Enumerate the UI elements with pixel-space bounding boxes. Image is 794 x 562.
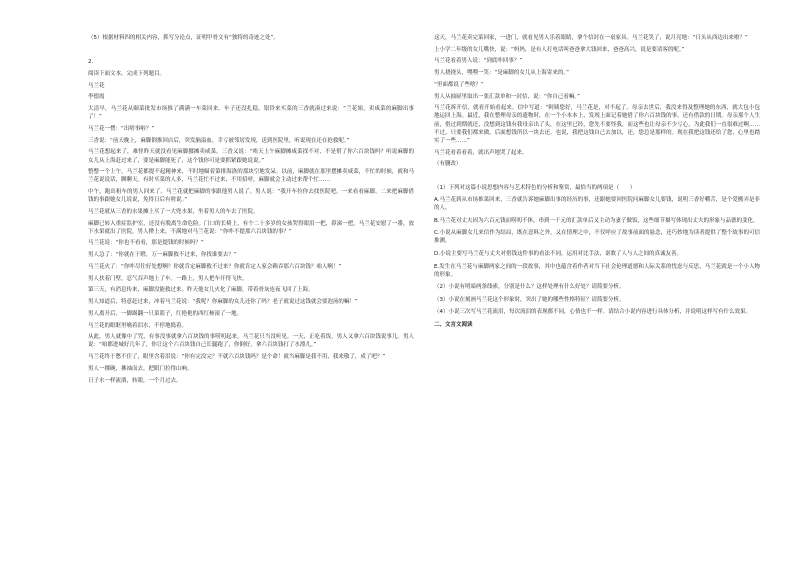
right-paragraph: （4）小说三次写马兰花流泪，每次流泪的表现都不同，心情也不一样。请结合小说内容进行具体分析，并说明这样写有什么效果。 [434,309,752,316]
left-paragraph: 整整一个上午，马兰花都提不起精神来，不时地瞄着第排海洛的那块空地发呆。以前，麻脚就在那里摆摊卖咸菜，不忙的时候，就和马兰花说说话，聊聊天。有时买菜的人多，马兰花忙不过来，不用招呼，麻脚就会主动过来帮个忙…… [88,169,414,184]
right-paragraph: 上小学二年级的女儿嘴快，说：“妈妈，是有人打电话叫爸爸拿大钱回来，爸爸高兴，说是要请客的呢。” [434,46,685,53]
left-paragraph: 李德霞 [88,94,105,101]
left-paragraph [88,47,414,55]
right-paragraph: 男人从抽屉里取出一张汇款单和一封信，说：“你自己看嘛。” [434,93,580,100]
right-paragraph: C.小说从麻脚女儿来信作为结局，既在意料之外，又在情理之中，不仅呼应了故事前面的悬念，还巧妙地为读者提供了整个故事的可信推测。 [434,230,760,245]
left-paragraph: （5）根据材料四的相关内容，抓写分论点，证明甲骨文有“独特的奇迹之处”。 [88,35,279,41]
right-paragraph: E.发生在马兰花与麻脚两家之间的一段故事，其中也蕴含着作者对当下社会伦理道德和人际关系的忧虑与反思，马兰花就是一个小人物的形象。 [434,263,760,278]
right-paragraph: 马兰花拆开信，就看开始看起来。信中写道：“阿姨您好，马兰花是，对不起了。母亲去世后，我没来得及整理她的东西，就大包小包地运回上海。最近，我在整理母亲的遗物时，在一个小本本上，发现上面记着她借了你六百块钱的事，还有借款的日期。母亲那个人生前，借过到期就还，没想到这钱有我母亲出了头，在这里已经，您先不要怪我，而这些也让母亲不少亏心，为此我们一直很难过啊……不过，只要我们都来做，后面想钱所以一块去还。也说，我把这钱自己去加以，还，您总是那样的。现在我把这钱还给了您，心里也踏实了一些……” [434,105,760,144]
left-paragraph: 阅读下面文本，完成下列题目。 [88,70,166,77]
right-paragraph: 这天，马兰花卖完菜回家，一进门，就看见男人乐着眼睛，拿个信封在一桌家具。马兰花笑了，说月亮地：“日头从西边出来啦？” [434,35,748,41]
left-paragraph: 马兰花说：“你也不看看，那是提钱的时候吗？” [88,240,204,247]
left-paragraph: 从此，男人就像中了咒，有事没事就拿六百块钱的事唠叨起来。马兰花只当没听见。一天，正吃着饭，男人又拿六百块钱说事儿。男人说：“咱都进城好几年了，你让这个六百块钱自己长腿跑了，你倒好，拿六百块钱打了水漂儿。” [88,334,414,349]
right-paragraph: （1）下列对这篇小说思想内容与艺术特色的分析和鉴赏，最恰当的两项是（ ） [434,184,636,191]
right-paragraph: 马兰花看着看着，就出声地哭了起来。 [434,149,528,156]
right-paragraph: （2）小说有明暗两条线索，分别是什么？这样处理有什么好处？请简要分析。 [434,284,625,291]
left-paragraph: 男人一撂碗，拂袖而去。把眼门拉得山响。 [88,365,193,372]
left-paragraph: 男人急了：“你就在干瞪，万一麻脚救不过来，你找谁要去？” [88,252,237,259]
left-paragraph: 马兰花想起来了，难怪昨天就没看见麻脚挪摊卖咸菜。三香又说：“唉天上午麻脚摊咸菜找不对，不是借了你六百块钱吗？听说麻脚的女儿从上海赶过来了，要是麻脚能死了，这个钱你可是要抓紧跟她说说。” [88,149,414,164]
left-paragraph: 麻脚已转入重症监护室，还没有脱离生命危险。门口的长椅上，有个二十多岁的女孩哭得眼泪一把，鼻涕一把。马兰花安慰了一番，放下水果就出了医院。男人撵上来，不满地对马兰花说：“你咋不提那六百块钱的事？” [88,220,414,235]
right-paragraph: 马兰花看着男人说：“到底咋回事？” [434,58,523,65]
left-paragraph: 马兰花终于憋不住了，眼里含着泪说：“你有完没完？不就六百块钱吗？是个命！就当麻脚是我不用，我来敬了，成了吧？” [88,354,386,361]
left-paragraph: 男人扶着门壁，忍气吞声地上了车。一路上，男人把车开得飞快。 [88,275,248,282]
right-paragraph: （3）小说在刻画马兰花这个形象时，突出了她的哪些性格特征？请简要分析。 [434,296,625,303]
left-paragraph: 2. [88,59,94,66]
left-paragraph: 男人离开后，一脚踢翻一只菜篮子，红艳艳的西红柿滚了一地。 [88,310,243,317]
left-paragraph: 大清早，马兰花从颐菜批发市场推了满满一车菜回来。车子还没扎稳，银铃来买菜的三香就凑过来说：“兰花姐，卖咸菜的麻脚出事了！” [88,106,414,121]
right-paragraph: A.马兰花到从市场推菜回来，三香就告诉她麻脚出事的经历的事，还跟她要回医院问麻脚女儿要钱，说明三香好嚼舌，是个爱搬弄是非的人。 [434,197,760,212]
left-paragraph: 男人知道后，特意赶过来，冲着马兰花说：“我呢？你麻脚的女儿还你了吗？老子就说过这钱就会要泡汤的嘛！” [88,299,358,306]
left-paragraph: 马兰花的眼眶里噙着泪水，不停地捣着。 [88,322,188,329]
left-paragraph: 马兰花火了：“你咋尽往好处想啊？你就肯定麻脚救不过来？你就肯定人家会赖吞那六百块钱？咱人啊！” [88,263,342,270]
left-paragraph: 日子水一样流淌，转眼，一个月过去。 [88,377,182,384]
right-paragraph: （有删改） [434,161,462,168]
left-paragraph: 中午，跑出租车的男人回来了。马兰花就把麻脚的事跟他男人说了。男人说：“我开车拉你去找医院吧。一来看看麻脚，二来把麻脚借钱的事跟她女儿说说，免得日后有啥说。” [88,189,414,204]
left-paragraph: 马兰花就从三香的水果摊上买了一大兜水果，坐着男人的车去了医院。 [88,208,259,215]
left-column [88,34,414,388]
left-paragraph: 马兰花 [88,82,105,89]
right-column [434,34,760,332]
right-paragraph: “里面都说了些啥？” [434,81,484,88]
right-paragraph: B.马兰花对丈夫因为六百元钱而唠叨不休，串到一千元的汇款单后又主动为妻子做饭，这些细节描写体现出丈夫的形象与品德的变化。 [434,217,759,224]
right-paragraph: 男人挠挠头，嘿嘿一笑：“是麻脚的女儿从上海寄来的。” [434,70,569,77]
left-paragraph: 马兰花一愣：“出啥事啦？” [88,125,155,132]
right-paragraph: D.小说主要写马兰花与丈夫对借钱这件事的看法不同，运用对比手法，讴歌了人与人之间的真诚友善。 [434,251,682,257]
left-paragraph: 三香说：“前天晚上，麻脚倒推回店后，突发脑溢血，幸亏被邻居发现，送到医院里，听说现在还在抢救呢。” [88,137,350,144]
left-paragraph: 第三天，有消息传来，麻脚没能救过来。昨天他女儿火化了麻脚，带着骨灰连夜飞回了上海。 [88,287,314,294]
right-paragraph [434,172,760,180]
right-paragraph: 二、文言文阅读 [434,321,473,328]
